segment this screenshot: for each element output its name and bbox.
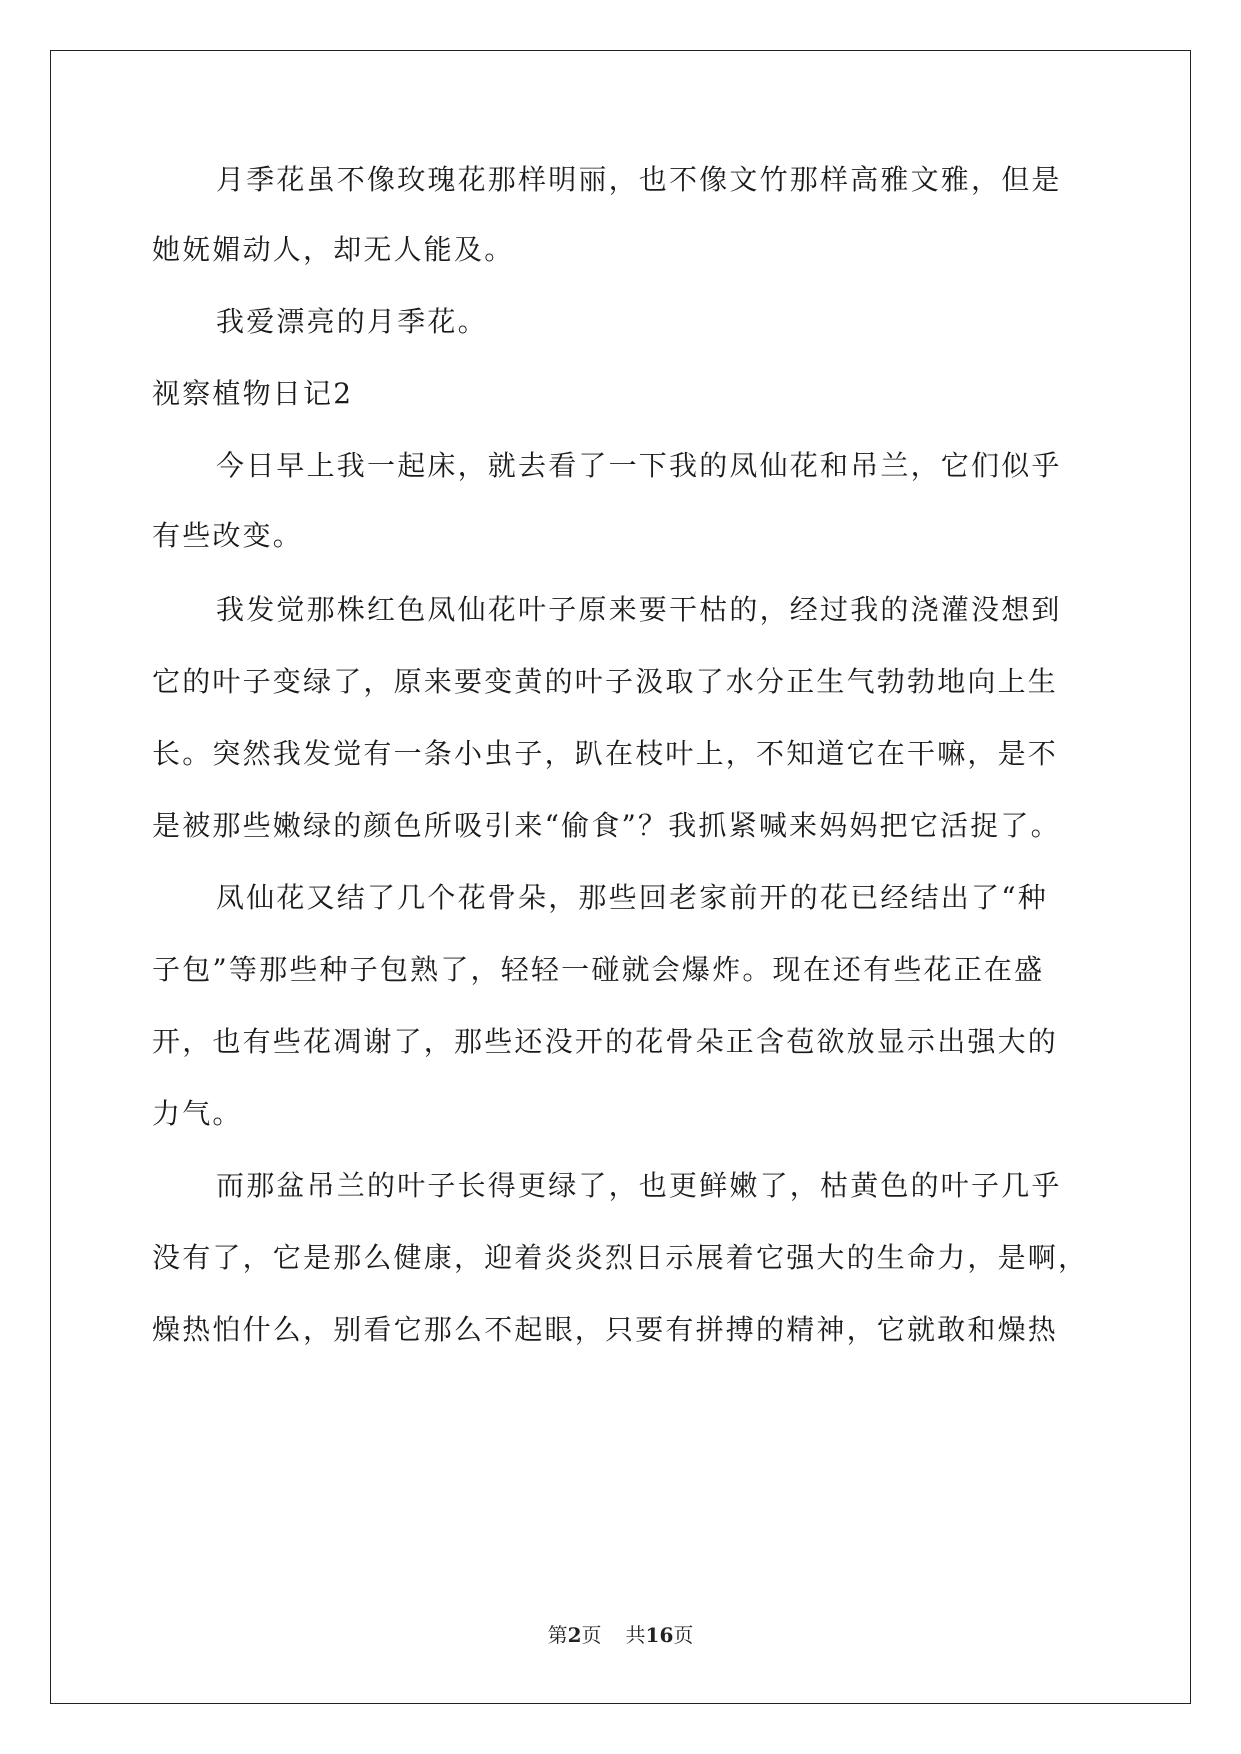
text-line: 开，也有些花凋谢了，那些还没开的花骨朵正含苞欲放显示出强大的 [152, 1025, 1059, 1058]
text-line: 没有了，它是那么健康，迎着炎炎烈日示展着它强大的生命力，是啊， [152, 1241, 1089, 1274]
text-line: 凤仙花又结了几个花骨朵，那些回老家前开的花已经结出了“种 [216, 881, 1048, 914]
text-line: 今日早上我一起床，就去看了一下我的凤仙花和吊兰，它们似乎 [216, 449, 1062, 482]
text-line: 燥热怕什么，别看它那么不起眼，只要有拼搏的精神，它就敢和燥热 [152, 1313, 1059, 1346]
section-title: 视察植物日记2 [152, 377, 354, 410]
text-line: 而那盆吊兰的叶子长得更绿了，也更鲜嫩了，枯黄色的叶子几乎 [216, 1169, 1062, 1202]
total-pages: 16 [645, 1623, 674, 1647]
text-line: 子包”等那些种子包熟了，轻轻一碰就会爆炸。现在还有些花正在盛 [152, 953, 1045, 986]
text-line: 它的叶子变绿了，原来要变黄的叶子汲取了水分正生气勃勃地向上生 [152, 665, 1059, 698]
page-border [50, 50, 1191, 1704]
page-number: 2 [567, 1623, 582, 1647]
text-line: 我发觉那株红色凤仙花叶子原来要干枯的，经过我的浇灌没想到 [216, 593, 1062, 626]
text-line: 月季花虽不像玫瑰花那样明丽，也不像文竹那样高雅文雅，但是 [216, 163, 1062, 196]
text-line: 我爱漂亮的月季花。 [216, 305, 488, 338]
footer-total-suffix: 页 [673, 1623, 694, 1647]
text-line: 力气。 [152, 1097, 243, 1130]
text-line: 有些改变。 [152, 519, 304, 552]
footer-total-prefix: 共 [625, 1623, 646, 1647]
text-line: 长。突然我发觉有一条小虫子，趴在枝叶上，不知道它在干嘛，是不 [152, 737, 1059, 770]
page-footer [0, 1622, 1241, 1648]
footer-page-suffix: 页 [581, 1623, 602, 1647]
text-line: 她妩媚动人，却无人能及。 [152, 233, 515, 266]
footer-prefix: 第 [547, 1623, 568, 1647]
text-line: 是被那些嫩绿的颜色所吸引来“偷食”？我抓紧喊来妈妈把它活捉了。 [152, 809, 1061, 842]
